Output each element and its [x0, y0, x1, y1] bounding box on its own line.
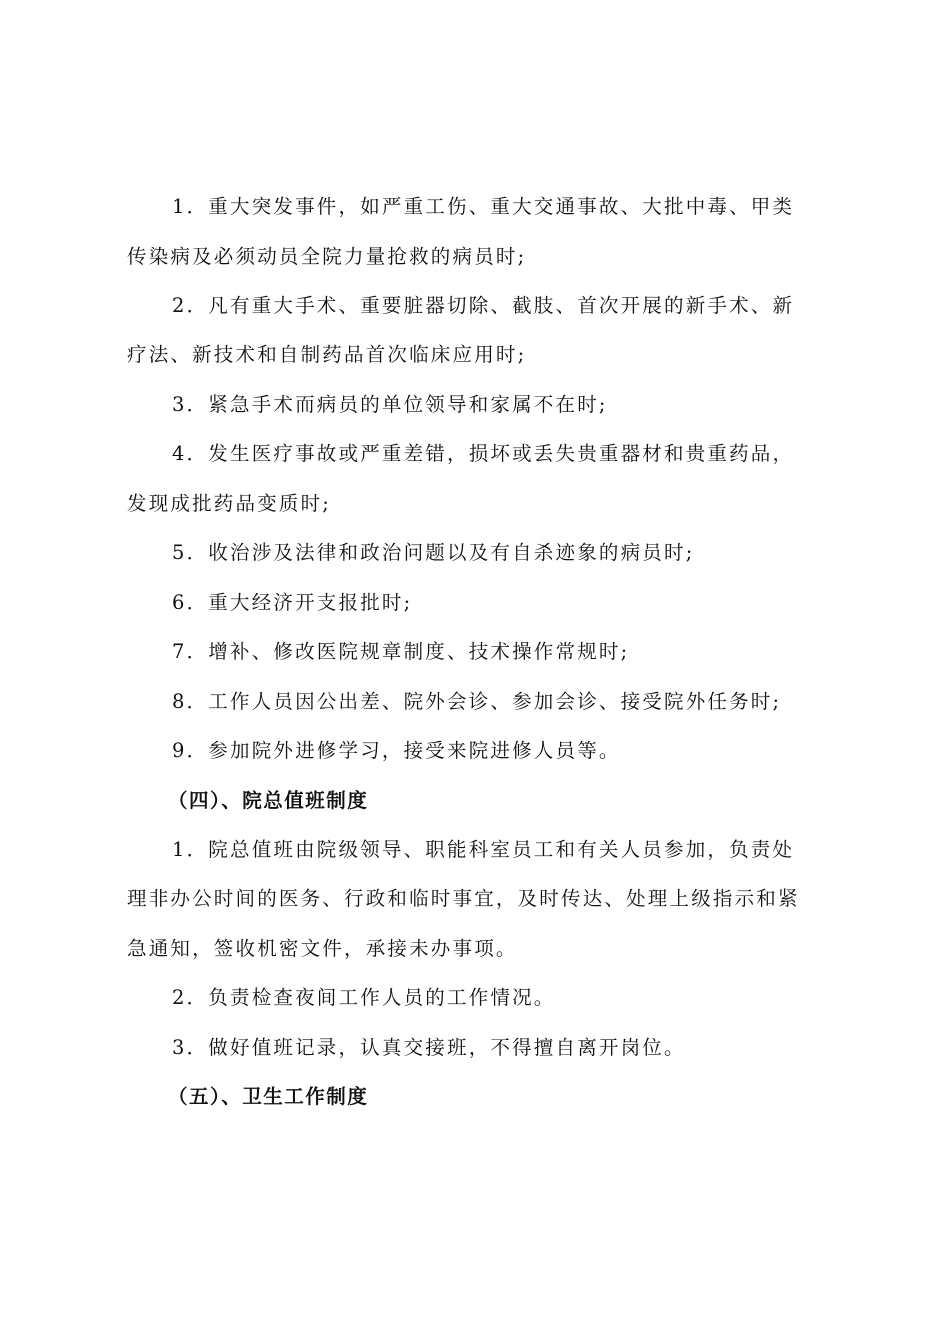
item-3-line: 3．紧急手术而病员的单位领导和家属不在时;	[172, 393, 608, 416]
item-2-line-1: 2．凡有重大手术、重要脏器切除、截肢、首次开展的新手术、新	[172, 294, 795, 317]
duty-3-line: 3．做好值班记录，认真交接班，不得擅自离开岗位。	[172, 1036, 686, 1059]
item-6-line: 6．重大经济开支报批时;	[172, 591, 413, 614]
item-7-line: 7．增补、修改医院规章制度、技术操作常规时;	[172, 640, 630, 663]
duty-1-line-3: 急通知，签收机密文件，承接未办事项。	[127, 937, 518, 960]
item-1-line-2: 传染病及必须动员全院力量抢救的病员时;	[127, 245, 527, 268]
item-8-line: 8．工作人员因公出差、院外会诊、参加会诊、接受院外任务时;	[172, 690, 782, 713]
section-heading-hygiene: （五）、卫生工作制度	[168, 1085, 369, 1108]
item-4-line-1: 4．发生医疗事故或严重差错，损坏或丢失贵重器材和贵重药品，	[172, 442, 795, 465]
duty-1-line-2: 理非办公时间的医务、行政和临时事宜，及时传达、处理上级指示和紧	[127, 887, 800, 910]
item-4-line-2: 发现成批药品变质时;	[127, 492, 332, 515]
item-5-line: 5．收治涉及法律和政治问题以及有自杀迹象的病员时;	[172, 541, 695, 564]
item-1-line-1: 1．重大突发事件，如严重工伤、重大交通事故、大批中毒、甲类	[172, 195, 795, 218]
item-2-line-2: 疗法、新技术和自制药品首次临床应用时;	[127, 343, 527, 366]
section-heading-duty: （四）、院总值班制度	[168, 789, 369, 812]
duty-2-line: 2．负责检查夜间工作人员的工作情况。	[172, 986, 556, 1009]
item-9-line: 9．参加院外进修学习，接受来院进修人员等。	[172, 739, 621, 762]
duty-1-line-1: 1．院总值班由院级领导、职能科室员工和有关人员参加，负责处	[172, 838, 795, 861]
